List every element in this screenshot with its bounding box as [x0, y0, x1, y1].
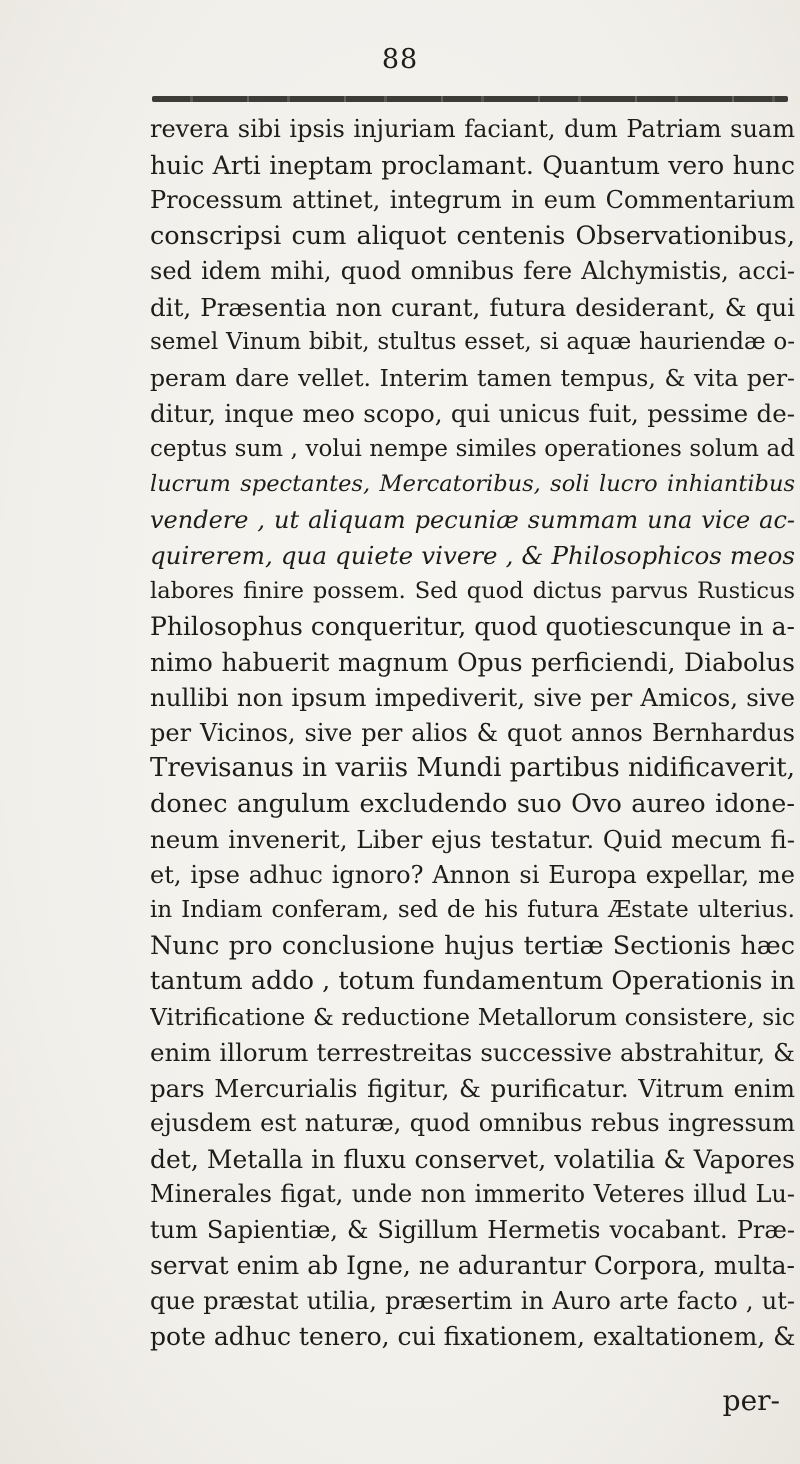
text-line: revera sibi ipsis injuriam faciant, dum Patriam suam [150, 115, 795, 143]
text-line: Vitrificatione & reductione Metallorum consistere, sic [150, 1002, 795, 1031]
body-text [150, 112, 795, 1355]
text-line: dit, Præsentia non curant, futura desiderant, & qui [150, 292, 795, 322]
text-line: quirerem, qua quiete vivere , & Philosophicos meos [150, 541, 795, 570]
text-line: lucrum spectantes, Mercatoribus, soli lucro inhiantibus [150, 471, 795, 497]
text-line: pote adhuc tenero, cui fixationem, exaltationem, & [150, 1322, 795, 1351]
text-line: pars Mercurialis figitur, & purificatur. Vitrum enim [150, 1073, 795, 1103]
header-rule [152, 96, 788, 102]
text-line: Nunc pro conclusione hujus tertiæ Sectionis hæc [150, 930, 795, 961]
text-line: in Indiam conferam, sed de his futura Æstate ulterius. [150, 897, 795, 923]
catchword: per- [722, 1384, 780, 1417]
text-line: labores finire possem. Sed quod dictus parvus Rusticus [150, 577, 795, 604]
text-line: sed idem mihi, quod omnibus fere Alchymistis, acci- [150, 257, 795, 285]
text-line: servat enim ab Igne, ne adurantur Corpora, multa- [150, 1251, 795, 1280]
text-line: enim illorum terrestreitas successive abstrahitur, & [150, 1038, 795, 1067]
text-line: vendere , ut aliquam pecuniæ summam una vice ac- [150, 505, 795, 534]
text-line: neum invenerit, Liber ejus testatur. Quid mecum fi- [150, 825, 795, 854]
text-line: peram dare vellet. Interim tamen tempus, & vita per- [150, 363, 795, 392]
text-line: donec angulum excludendo suo Ovo aureo idone- [150, 788, 795, 819]
text-line: per Vicinos, sive per alios & quot annos Bernhardus [150, 718, 795, 747]
text-line: conscripsi cum aliquot centenis Observationibus, [150, 220, 795, 251]
text-line: ejusdem est naturæ, quod omnibus rebus ingressum [150, 1109, 795, 1137]
text-line: ceptus sum , volui nempe similes operationes solum ad [150, 435, 795, 462]
text-line: que præstat utilia, præsertim in Auro arte facto , ut- [150, 1286, 795, 1315]
text-line: semel Vinum bibit, stultus esset, si aquæ hauriendæ o- [150, 329, 795, 355]
text-line: Trevisanus in variis Mundi partibus nidificaverit, [150, 753, 795, 783]
text-line: ditur, inque meo scopo, qui unicus fuit, pessime de- [150, 399, 795, 428]
text-line: nullibi non ipsum impediverit, sive per Amicos, sive [150, 683, 795, 712]
page-number: 88 [381, 44, 419, 75]
text-line: Philosophus conqueritur, quod quotiescunque in a- [150, 612, 795, 641]
text-line: et, ipse adhuc ignoro? Annon si Europa expellar, me [150, 860, 795, 889]
text-line: tum Sapientiæ, & Sigillum Hermetis vocabant. Præ- [150, 1215, 795, 1244]
text-line: tantum addo , totum fundamentum Operationis in [150, 966, 795, 996]
text-line: huic Arti ineptam proclamant. Quantum vero hunc [150, 150, 795, 180]
text-line: det, Metalla in fluxu conservet, volatilia & Vapores [150, 1144, 795, 1174]
text-line: Minerales figat, unde non immerito Veteres illud Lu- [150, 1180, 795, 1208]
text-line: Processum attinet, integrum in eum Commentarium [150, 186, 795, 214]
text-line: nimo habuerit magnum Opus perficiendi, Diabolus [150, 647, 795, 677]
